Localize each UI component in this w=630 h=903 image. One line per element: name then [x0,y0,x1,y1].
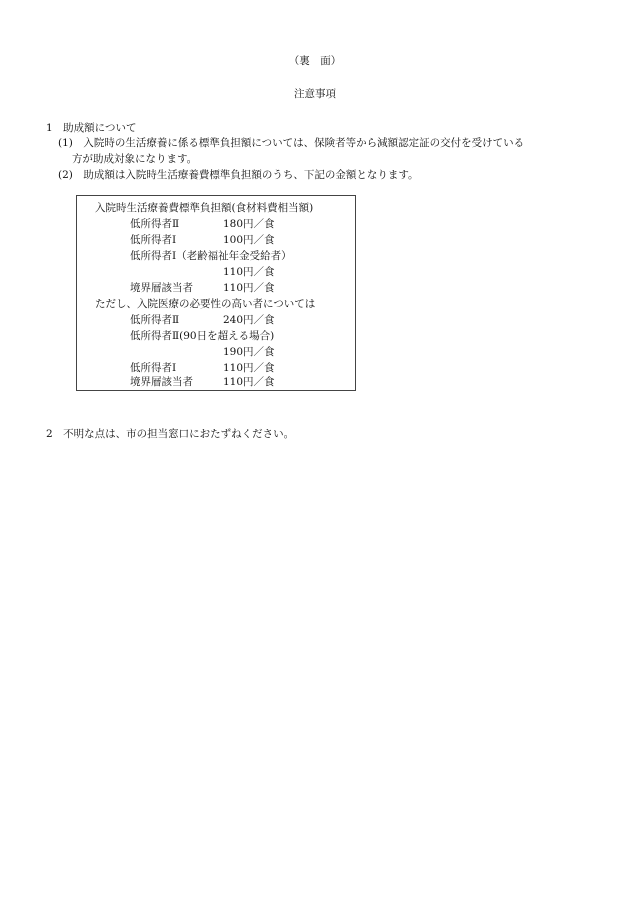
table-note: ただし、入院医療の必要性の高い者については [95,298,316,310]
row-amount: 110円／食 [223,362,275,374]
row-label: 境界層該当者 [130,376,193,388]
row-label: 低所得者Ⅱ [130,218,180,230]
row-amount: 240円／食 [223,314,275,326]
row-label: 境界層該当者 [130,282,193,294]
section1-heading: 1 助成額について [46,122,137,134]
row-amount: 110円／食 [223,266,275,278]
row-label: 低所得者Ⅰ [130,234,177,246]
row-label: 低所得者Ⅰ（老齢福祉年金受給者） [130,250,292,262]
row-amount: 100円／食 [223,234,275,246]
item1-line2: 方が助成対象になります。 [72,153,198,165]
row-label: 低所得者Ⅰ [130,362,177,374]
section2-text: 2 不明な点は、市の担当窓口におたずねください。 [46,428,295,440]
amount-table-box [76,195,356,391]
page-side-label: （裏 面） [288,55,342,67]
page-title: 注意事項 [294,88,336,100]
row-amount: 110円／食 [223,282,275,294]
row-label: 低所得者Ⅱ(90日を超える場合) [130,330,275,342]
row-amount: 110円／食 [223,376,275,388]
item1-line1: (1) 入院時の生活療養に係る標準負担額については、保険者等から減額認定証の交付を受けている [58,137,525,149]
row-amount: 190円／食 [223,346,275,358]
row-label: 低所得者Ⅱ [130,314,180,326]
row-amount: 180円／食 [223,218,275,230]
item2-text: (2) 助成額は入院時生活療養費標準負担額のうち、下記の金額となります。 [58,169,419,181]
table-title: 入院時生活療養費標準負担額(食材料費相当額) [95,202,314,214]
